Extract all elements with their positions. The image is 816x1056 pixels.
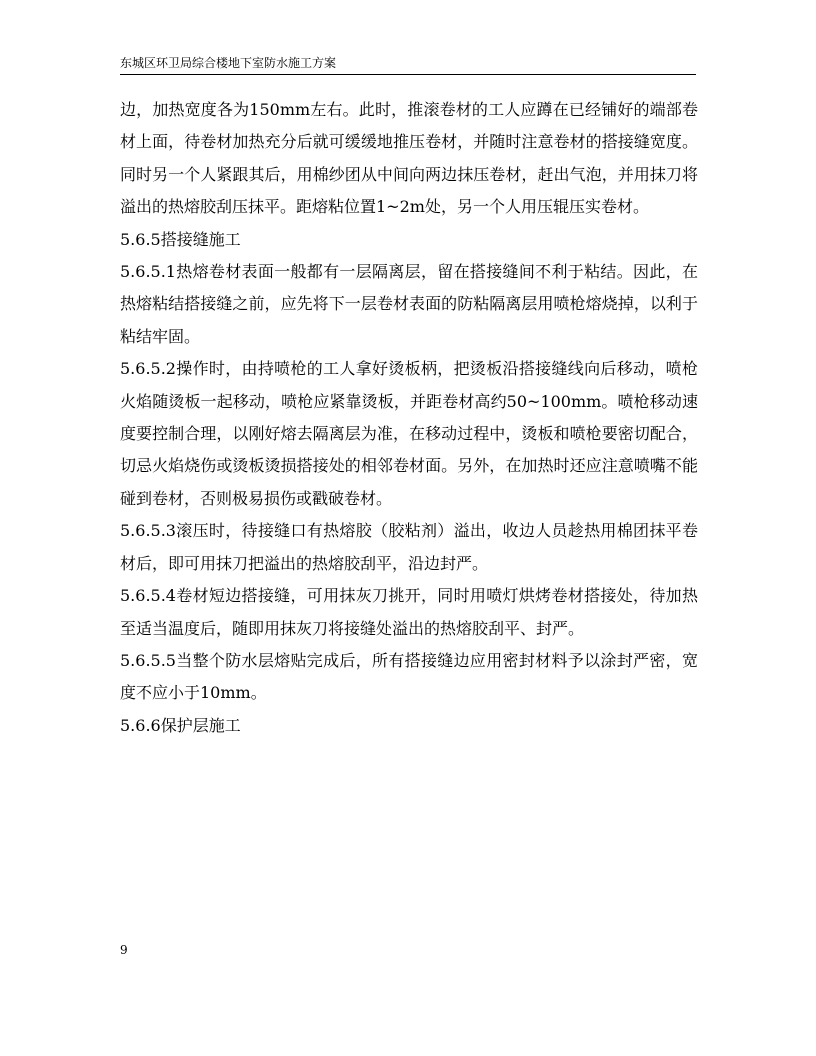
paragraph-heat-welding-continued: 边，加热宽度各为150mm左右。此时，推滚卷材的工人应蹲在已经铺好的端部卷材上面，待卷材加热充分后就可缓缓地推压卷材，并随时注意卷材的搭接缝宽度。同时另一个人紧跟其后，用棉纱团从中间向两边抹压卷材，赶出气泡，并用抹刀将溢出的热熔胶刮压抹平。距熔粘位置1~2m处，另一个人用压辊压实卷材。 [120,100,698,217]
header-title: 东城区环卫局综合楼地下室防水施工方案 [120,56,337,70]
paragraph-5-6-5-3: 5.6.5.3滚压时，待接缝口有热熔胶（胶粘剂）溢出，收边人员趁热用棉团抹平卷材后，即可用抹刀把溢出的热熔胶刮平，沿边封严。 [120,521,698,573]
document-body [120,94,698,742]
paragraph-5-6-5-5: 5.6.5.5当整个防水层熔贴完成后，所有搭接缝边应用密封材料予以涂封严密，宽度不应小于10mm。 [120,650,698,703]
page-header [120,54,696,75]
section-heading-protection-layer: 5.6.6保护层施工 [120,715,241,735]
page-number: 9 [120,943,128,957]
paragraph-5-6-5-1: 5.6.5.1热熔卷材表面一般都有一层隔离层，留在搭接缝间不利于粘结。因此，在热熔粘结搭接缝之前，应先将下一层卷材表面的防粘隔离层用喷枪熔烧掉，以利于粘结牢固。 [120,262,698,346]
paragraph-5-6-5-4: 5.6.5.4卷材短边搭接缝，可用抹灰刀挑开，同时用喷灯烘烤卷材搭接处，待加热至适当温度后，随即用抹灰刀将接缝处溢出的热熔胶刮平、封严。 [120,586,698,638]
paragraph-5-6-5-2: 5.6.5.2操作时，由持喷枪的工人拿好烫板柄，把烫板沿搭接缝线向后移动，喷枪火焰随烫板一起移动，喷枪应紧靠烫板，并距卷材高约50~100mm。喷枪移动速度要控制合理，以刚好熔去隔离层为准，在移动过程中，烫板和喷枪要密切配合，切忌火焰烧伤或烫板烫损搭接处的相邻卷材面。另外，在加热时还应注意喷嘴不能碰到卷材，否则极易损伤或戳破卷材。 [120,359,698,508]
section-heading-lap-seam: 5.6.5搭接缝施工 [120,229,241,249]
